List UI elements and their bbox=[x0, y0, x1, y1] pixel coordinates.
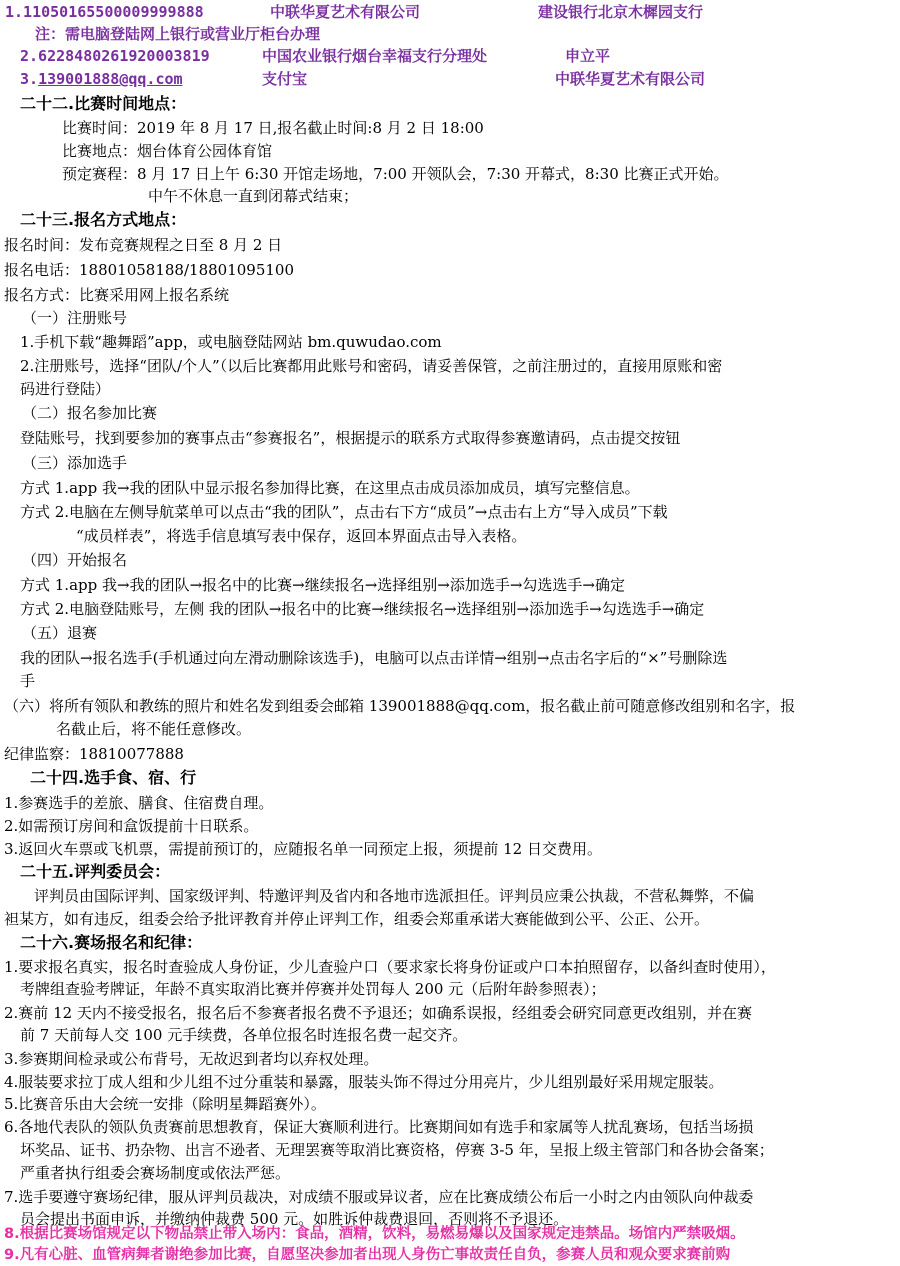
s23-add-method-2: 方式 2.电脑在左侧导航菜单可以点击“我的团队”，点击右下方“成员”→点击右上方“导入成员”下载 bbox=[20, 503, 668, 521]
s23-start-method-1: 方式 1.app 我→我的团队→报名中的比赛→继续报名→选择组别→添加选手→勾选选手→确定 bbox=[20, 576, 625, 594]
s23-add-method-2-cont: “成员样表”，将选手信息填写表中保存，返回本界面点击导入表格。 bbox=[76, 527, 527, 545]
s26-rule-4: 4.服装要求拉丁成人组和少儿组不过分重装和暴露，服装头饰不得过分用亮片，少儿组别最好采用规定服装。 bbox=[4, 1073, 724, 1091]
s23-reg-time: 报名时间：发布竞赛规程之日至 8 月 2 日 bbox=[4, 236, 283, 254]
s23-sub-4: （四）开始报名 bbox=[22, 551, 128, 569]
s24-item-2: 2.如需预订房间和盒饭提前十日联系。 bbox=[4, 817, 259, 835]
s26-rule-9: 9.凡有心脏、血管病舞者谢绝参加比赛，自愿坚决参加者出现人身伤亡事故责任自负，参赛人员和观众要求赛前购 bbox=[4, 1247, 731, 1263]
s23-sub-1: （一）注册账号 bbox=[22, 309, 128, 327]
s22-schedule: 预定赛程：8 月 17 日上午 6:30 开馆走场地，7:00 开领队会，7:30 开幕式，8:30 比赛正式开始。 bbox=[62, 165, 729, 183]
s23-sub-3: （三）添加选手 bbox=[22, 454, 128, 472]
account-2-holder: 申立平 bbox=[565, 47, 611, 65]
s26-rule-2: 2.赛前 12 天内不接受报名，报名后不参赛者报名费不予退还；如确系误报，经组委会研究同意更改组别，并在赛 bbox=[4, 1004, 752, 1022]
s23-reg-phone: 报名电话：18801058188/18801095100 bbox=[4, 261, 295, 279]
s26-rule-6-cont-2: 严重者执行组委会赛场制度或依法严惩。 bbox=[20, 1164, 291, 1182]
account-1-holder: 中联华夏艺术有限公司 bbox=[270, 3, 421, 21]
section-22-heading: 二十二.比赛时间地点： bbox=[20, 94, 187, 113]
account-3-email-link[interactable]: 139001888@qq.com bbox=[38, 70, 183, 88]
section-25-heading: 二十五.评判委员会： bbox=[20, 862, 171, 881]
account-3-holder: 中联华夏艺术有限公司 bbox=[555, 70, 706, 88]
section-26-heading: 二十六.赛场报名和纪律： bbox=[20, 933, 203, 952]
s26-rule-2-cont: 前 7 天前每人交 100 元手续费，各单位报名时连报名费一起交齐。 bbox=[20, 1026, 468, 1044]
s26-rule-1: 1.要求报名真实，报名时查验成人身份证，少儿查验户口（要求家长将身份证或户口本拍照留存，以备纠查时使用）， bbox=[4, 958, 776, 976]
s26-rule-1-cont: 考牌组查验考牌证，年龄不真实取消比赛并停赛并处罚每人 200 元（后附年龄参照表）； bbox=[20, 980, 606, 998]
s24-item-3: 3.返回火车票或飞机票，需提前预订的，应随报名单一同预定上报，须提前 12 日交费用。 bbox=[4, 840, 602, 858]
s23-step-2: 2.注册账号，选择“团队/个人”（以后比赛都用此账号和密码，请妥善保管，之前注册过的，直接用原账和密 bbox=[20, 357, 723, 375]
account-2-bank: 中国农业银行烟台幸福支行分理处 bbox=[262, 47, 488, 65]
s23-withdraw: 我的团队→报名选手(手机通过向左滑动删除该选手)，电脑可以点击详情→组别→点击名字后的“×”号删除选 bbox=[20, 649, 728, 667]
s23-item-6-cont: 名截止后，将不能任意修改。 bbox=[56, 720, 252, 738]
s26-rule-5: 5.比赛音乐由大会统一安排（除明星舞蹈赛外）。 bbox=[4, 1095, 326, 1113]
s26-rule-3: 3.参赛期间检录或公布背号，无故迟到者均以弃权处理。 bbox=[4, 1050, 379, 1068]
s23-login-steps: 登陆账号，找到要参加的赛事点击“参赛报名”，根据提示的联系方式取得参赛邀请码，点击提交按钮 bbox=[20, 429, 681, 447]
account-3-bank: 支付宝 bbox=[262, 70, 308, 88]
section-24-heading: 二十四.选手食、宿、行 bbox=[30, 768, 197, 787]
s22-schedule-cont: 中午不休息一直到闭幕式结束； bbox=[148, 187, 359, 205]
s26-rule-8: 8.根据比赛场馆规定以下物品禁止带入场内：食品，酒精，饮料，易燃易爆以及国家规定违禁品。场馆内严禁吸烟。 bbox=[4, 1226, 745, 1242]
section-23-heading: 二十三.报名方式地点： bbox=[20, 210, 187, 229]
account-1-bank: 建设银行北京木樨园支行 bbox=[538, 3, 704, 21]
s23-reg-method: 报名方式：比赛采用网上报名系统 bbox=[4, 286, 230, 304]
s23-step-2-cont: 码进行登陆） bbox=[20, 380, 111, 398]
s22-time: 比赛时间：2019 年 8 月 17 日,报名截止时间:8 月 2 日 18:00 bbox=[62, 119, 484, 137]
account-3 bbox=[20, 69, 183, 89]
s23-sub-5: （五）退赛 bbox=[22, 624, 98, 642]
account-3-prefix: 3. bbox=[20, 70, 39, 88]
s24-item-1: 1.参赛选手的差旅、膳食、住宿费自理。 bbox=[4, 794, 274, 812]
account-1-number: 1.11050165500009999888 bbox=[5, 3, 204, 21]
s23-add-method-1: 方式 1.app 我→我的团队中显示报名参加得比赛，在这里点击成员添加成员，填写完整信息。 bbox=[20, 479, 640, 497]
s23-item-6: （六）将所有领队和教练的照片和姓名发到组委会邮箱 139001888@qq.com，报名截止前可随意修改组别和名字，报 bbox=[4, 697, 796, 715]
s25-para-2: 袒某方，如有违反，组委会给予批评教育并停止评判工作，组委会郑重承诺大赛能做到公平、公正、公开。 bbox=[4, 910, 710, 928]
s23-withdraw-cont: 手 bbox=[20, 672, 36, 690]
s26-rule-7: 7.选手要遵守赛场纪律，服从评判员裁决，对成绩不服或异议者，应在比赛成绩公布后一小时之内由领队向仲裁委 bbox=[4, 1188, 754, 1206]
s26-rule-6-cont: 坏奖品、证书、扔杂物、出言不逊者、无理罢赛等取消比赛资格，停赛 3-5 年，呈报上级主管部门和各协会备案； bbox=[20, 1141, 774, 1159]
s26-rule-7-cont: 员会提出书面申诉，并缴纳仲裁费 500 元。如胜诉仲裁费退回，否则将不予退还。 bbox=[20, 1210, 569, 1228]
s22-place: 比赛地点：烟台体育公园体育馆 bbox=[62, 142, 273, 160]
account-note: 注：需电脑登陆网上银行或营业厅柜台办理 bbox=[35, 25, 321, 43]
s25-para-1: 评判员由国际评判、国家级评判、特邀评判及省内和各地市选派担任。评判员应秉公执裁，不营私舞弊，不偏 bbox=[34, 887, 755, 905]
account-2-number: 2.6228480261920003819 bbox=[20, 47, 210, 65]
s23-sub-2: （二）报名参加比赛 bbox=[22, 404, 158, 422]
s26-rule-6: 6.各地代表队的领队负责赛前思想教育，保证大赛顺利进行。比赛期间如有选手和家属等人扰乱赛场，包括当场损 bbox=[4, 1118, 754, 1136]
s23-step-1: 1.手机下载“趣舞蹈”app，或电脑登陆网站 bm.quwudao.com bbox=[20, 333, 442, 351]
s23-supervision: 纪律监察：18810077888 bbox=[4, 745, 184, 763]
s23-start-method-2: 方式 2.电脑登陆账号，左侧 我的团队→报名中的比赛→继续报名→选择组别→添加选手→勾选选手→确定 bbox=[20, 600, 705, 618]
